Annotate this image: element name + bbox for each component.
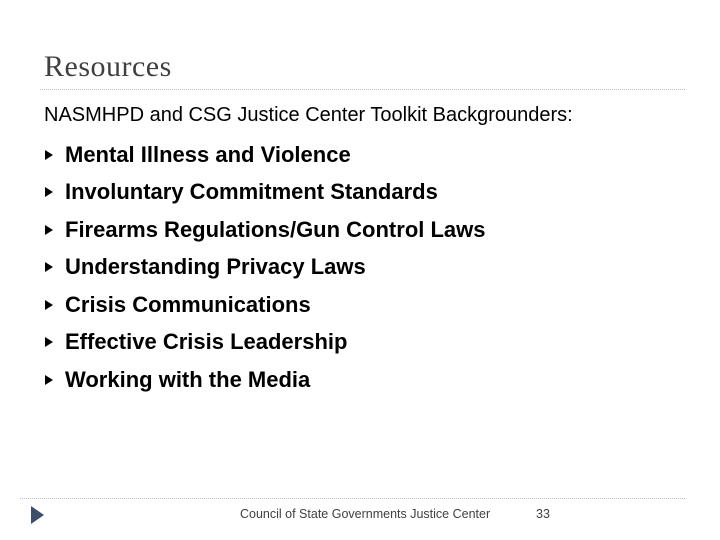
triangle-right-icon xyxy=(31,506,44,524)
list-item xyxy=(40,361,486,399)
bullet-list xyxy=(40,136,486,399)
triangle-right-icon xyxy=(45,187,53,197)
bullet-label: Firearms Regulations/Gun Control Laws xyxy=(65,216,486,242)
bullet-label: Understanding Privacy Laws xyxy=(65,254,366,280)
bullet-label: Involuntary Commitment Standards xyxy=(65,179,438,205)
page-number: 33 xyxy=(536,507,550,521)
list-item xyxy=(40,249,486,287)
list-item xyxy=(40,174,486,212)
triangle-right-icon xyxy=(45,225,53,235)
title-divider xyxy=(40,89,685,90)
triangle-right-icon xyxy=(45,300,53,310)
triangle-right-icon xyxy=(45,150,53,160)
triangle-right-icon xyxy=(45,375,53,385)
list-item xyxy=(40,324,486,362)
bullet-label: Working with the Media xyxy=(65,366,311,392)
intro-text: NASMHPD and CSG Justice Center Toolkit Backgrounders: xyxy=(44,104,573,126)
triangle-right-icon xyxy=(45,262,53,272)
footer-divider xyxy=(20,498,685,499)
bullet-label: Mental Illness and Violence xyxy=(65,141,351,167)
list-item xyxy=(40,286,486,324)
list-item xyxy=(40,211,486,249)
bullet-label: Crisis Communications xyxy=(65,291,311,317)
list-item xyxy=(40,136,486,174)
footer-text: Council of State Governments Justice Center xyxy=(240,507,491,521)
triangle-right-icon xyxy=(45,337,53,347)
slide-title: Resources xyxy=(44,50,172,83)
bullet-label: Effective Crisis Leadership xyxy=(65,329,348,355)
